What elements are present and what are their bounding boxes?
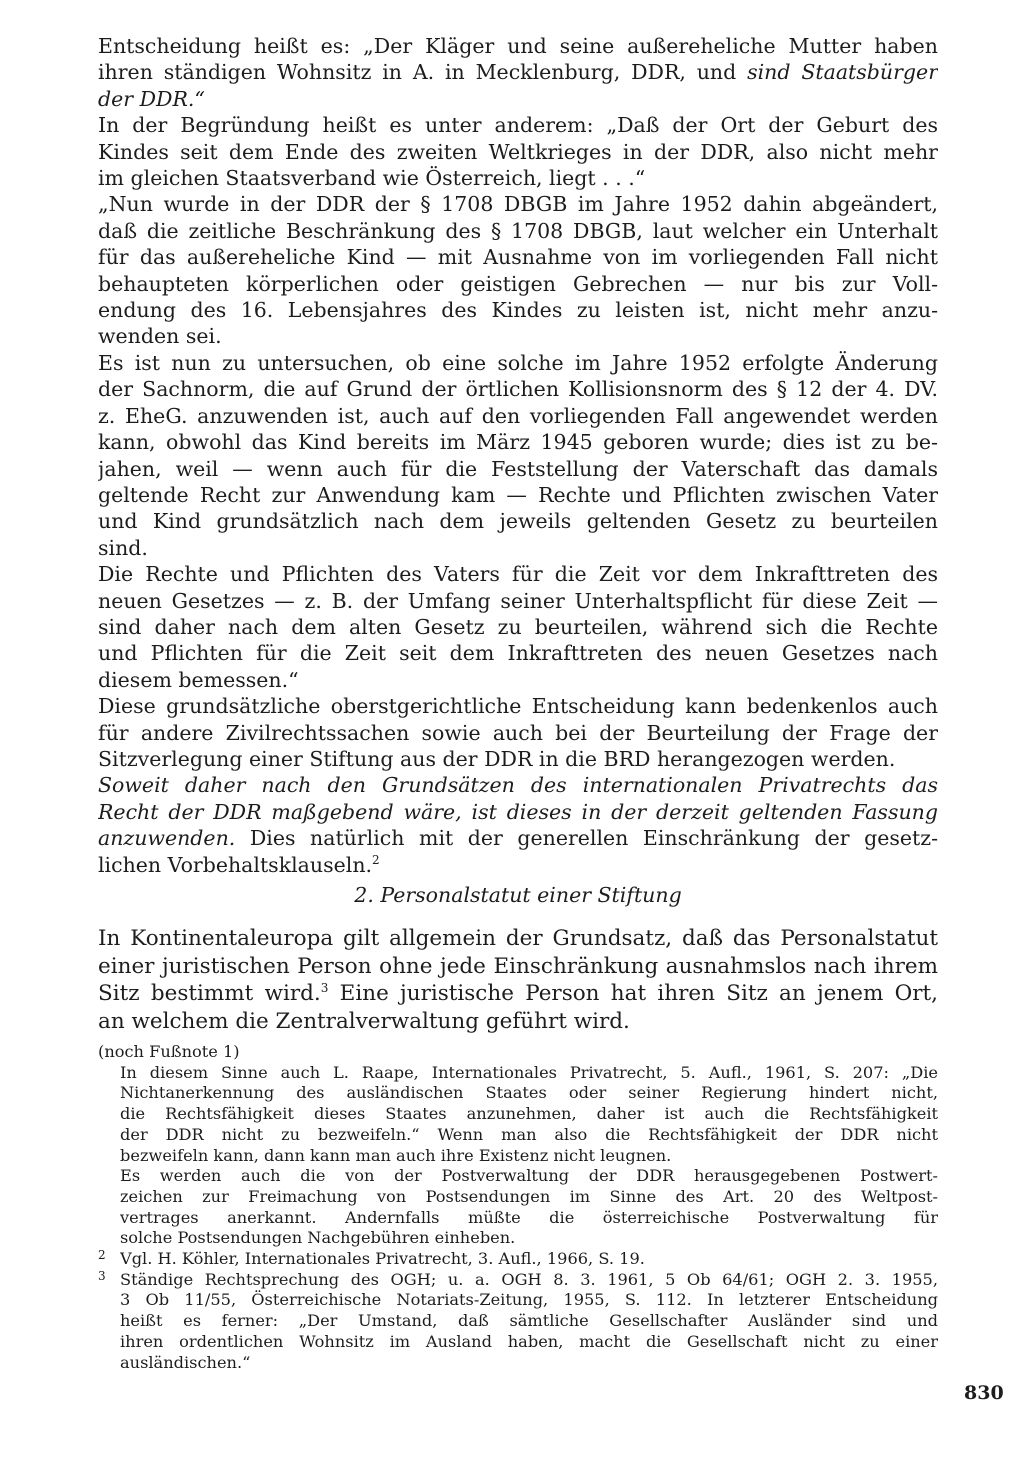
- text-line: [98, 852, 938, 878]
- text-line: [98, 980, 938, 1008]
- text-line: diesem bemessen.“: [98, 667, 299, 692]
- footnote-line: zeichen zur Freimachung von Postsendungen im Sinne des Art. 20 des Weltpost-: [120, 1186, 938, 1206]
- footnotes: [98, 1042, 938, 1373]
- text-line: für das außereheliche Kind — mit Ausnahme von im vorliegenden Fall nicht: [98, 245, 938, 270]
- text-line: kann, obwohl das Kind bereits im März 1945 geboren wurde; dies ist zu be-: [98, 430, 938, 455]
- text-line: wenden sei.: [98, 324, 222, 349]
- footnote-2: [98, 1249, 938, 1270]
- text-line: Sitzverlegung einer Stiftung aus der DDR in die BRD herangezogen werden.: [98, 746, 896, 771]
- text-line: für andere Zivilrechtssachen sowie auch bei der Beurteilung der Frage der: [98, 720, 938, 745]
- text-line: [98, 799, 938, 825]
- text-fragment: lichen Vorbehaltsklauseln.: [98, 852, 373, 877]
- text-line: einer juristischen Person ohne jede Einschränkung ausnahmslos nach ihrem: [98, 953, 938, 979]
- footnote-line: ausländischen.“: [120, 1352, 251, 1372]
- footnote-line: vertrages anerkannt. Andernfalls müßte die österreichische Postverwaltung für: [120, 1207, 938, 1227]
- text-line: behaupteten körperlichen oder geistigen Gebrechen — nur bis zur Voll-: [98, 271, 938, 296]
- text-line: Die Rechte und Pflichten des Vaters für die Zeit vor dem Inkrafttreten des: [98, 562, 938, 587]
- text-line: sind.: [98, 535, 148, 560]
- footnote-line: der DDR nicht zu bezweifeln.“ Wenn man also die Rechtsfähigkeit der DDR nicht: [120, 1124, 938, 1144]
- text-line: In der Begründung heißt es unter anderem: „Daß der Ort der Geburt des: [98, 113, 938, 138]
- text-line: daß die zeitliche Beschränkung des § 1708 DBGB, laut welcher ein Unterhalt: [98, 218, 938, 243]
- footnote-line: solche Postsendungen Nachgebühren einheben.: [120, 1228, 516, 1248]
- section-text: [98, 925, 938, 1035]
- text-line: Es ist nun zu untersuchen, ob eine solche im Jahre 1952 erfolgte Änderung: [98, 350, 938, 375]
- text-line: im gleichen Staatsverband wie Österreich, liegt . . .“: [98, 166, 646, 191]
- footnote-line: Ständige Rechtsprechung des OGH; u. a. OGH 8. 3. 1961, 5 Ob 64/61; OGH 2. 3. 1955,: [120, 1269, 938, 1289]
- footnote-1-continuation: [98, 1063, 938, 1249]
- footnote-line: ihren ordentlichen Wohnsitz im Ausland haben, macht die Gesellschaft nicht zu einer: [120, 1331, 938, 1351]
- section-heading: 2. Personalstatut einer Stiftung: [354, 883, 682, 907]
- text-line: und Kind grundsätzlich nach dem jeweils geltenden Gesetz zu beurteilen: [98, 509, 938, 534]
- footnote-line: bezweifeln kann, dann kann man auch ihre Existenz nicht leugnen.: [120, 1145, 672, 1165]
- italic-fragment: der DDR.“: [98, 86, 205, 111]
- text-line: [98, 59, 938, 85]
- footnote-ref: 3: [320, 981, 329, 996]
- text-line: [98, 86, 938, 112]
- footnote-line: die Rechtsfähigkeit dieses Staates anzunehmen, daher ist auch die Rechtsfähigkeit: [120, 1104, 938, 1124]
- text-line: sind daher nach dem alten Gesetz zu beurteilen, während sich die Rechte: [98, 614, 938, 639]
- text-line: In Kontinentaleuropa gilt allgemein der Grundsatz, daß das Personalstatut: [98, 926, 938, 951]
- footnote-line: Vgl. H. Köhler, Internationales Privatrecht, 3. Aufl., 1966, S. 19.: [120, 1249, 645, 1269]
- footnote-continuation-label: (noch Fußnote 1): [98, 1042, 240, 1061]
- page-number: 830: [964, 1382, 1004, 1404]
- text-line: „Nun wurde in der DDR der § 1708 DBGB im Jahre 1952 dahin abgeändert,: [98, 192, 938, 217]
- text-fragment: ihren ständigen Wohnsitz in A. in Mecklenburg, DDR, und: [98, 60, 748, 85]
- footnote-line: Es werden auch die von der Postverwaltung der DDR herausgegebenen Postwert-: [120, 1166, 938, 1186]
- italic-fragment: sind Staatsbürger: [747, 60, 938, 85]
- footnote-line: Nichtanerkennung des ausländischen Staates oder seiner Regierung hindert nicht,: [120, 1083, 938, 1103]
- text-line: [98, 825, 938, 851]
- text-line: jahen, weil — wenn auch für die Feststellung der Vaterschaft das damals: [98, 456, 938, 481]
- text-fragment: Eine juristische Person hat ihren Sitz an jenem Ort,: [328, 981, 938, 1007]
- footnote-mark: 2: [98, 1248, 106, 1263]
- italic-fragment: anzuwenden.: [98, 826, 236, 851]
- text-line: Entscheidung heißt es: „Der Kläger und seine außereheliche Mutter haben: [98, 34, 938, 58]
- text-fragment: Dies natürlich mit der generellen Einschränkung der gesetz-: [235, 826, 938, 851]
- footnote-mark: 3: [98, 1268, 106, 1283]
- footnote-3: [98, 1270, 938, 1374]
- text-line: endung des 16. Lebensjahres des Kindes zu leisten ist, nicht mehr anzu-: [98, 298, 938, 323]
- text-line: an welchem die Zentralverwaltung geführt wird.: [98, 1008, 630, 1034]
- text-line: der Sachnorm, die auf Grund der örtlichen Kollisionsnorm des § 12 der 4. DV.: [98, 377, 938, 402]
- footnote-line: heißt es ferner: „Der Umstand, daß sämtliche Gesellschafter Ausländer sind und: [120, 1311, 938, 1331]
- footnote-line: In diesem Sinne auch L. Raape, Internationales Privatrecht, 5. Aufl., 1961, S. 207: „Die: [120, 1062, 938, 1082]
- text-line: und Pflichten für die Zeit seit dem Inkrafttreten des neuen Gesetzes nach: [98, 641, 938, 666]
- text-line: [98, 772, 938, 798]
- italic-fragment: Recht der DDR maßgebend wäre, ist dieses in der derzeit geltenden Fassung: [98, 799, 938, 824]
- text-fragment: Sitz bestimmt wird.: [98, 981, 321, 1007]
- text-line: geltende Recht zur Anwendung kam — Rechte und Pflichten zwischen Vater: [98, 482, 938, 507]
- italic-fragment: Soweit daher nach den Grundsätzen des internationalen Privatrechts das: [98, 773, 938, 798]
- text-line: neuen Gesetzes — z. B. der Umfang seiner Unterhaltspflicht für diese Zeit —: [98, 588, 938, 613]
- text-line: Kindes seit dem Ende des zweiten Weltkrieges in der DDR, also nicht mehr: [98, 139, 938, 164]
- footnote-ref: 2: [372, 852, 380, 867]
- text-line: Diese grundsätzliche oberstgerichtliche Entscheidung kann bedenkenlos auch: [98, 694, 938, 719]
- text-line: z. EheG. anzuwenden ist, auch auf den vorliegenden Fall angewendet werden: [98, 403, 938, 428]
- footnote-line: 3 Ob 11/55, Österreichische Notariats-Zeitung, 1955, S. 112. In letzterer Entscheidung: [120, 1290, 938, 1310]
- main-body-text: [98, 33, 938, 878]
